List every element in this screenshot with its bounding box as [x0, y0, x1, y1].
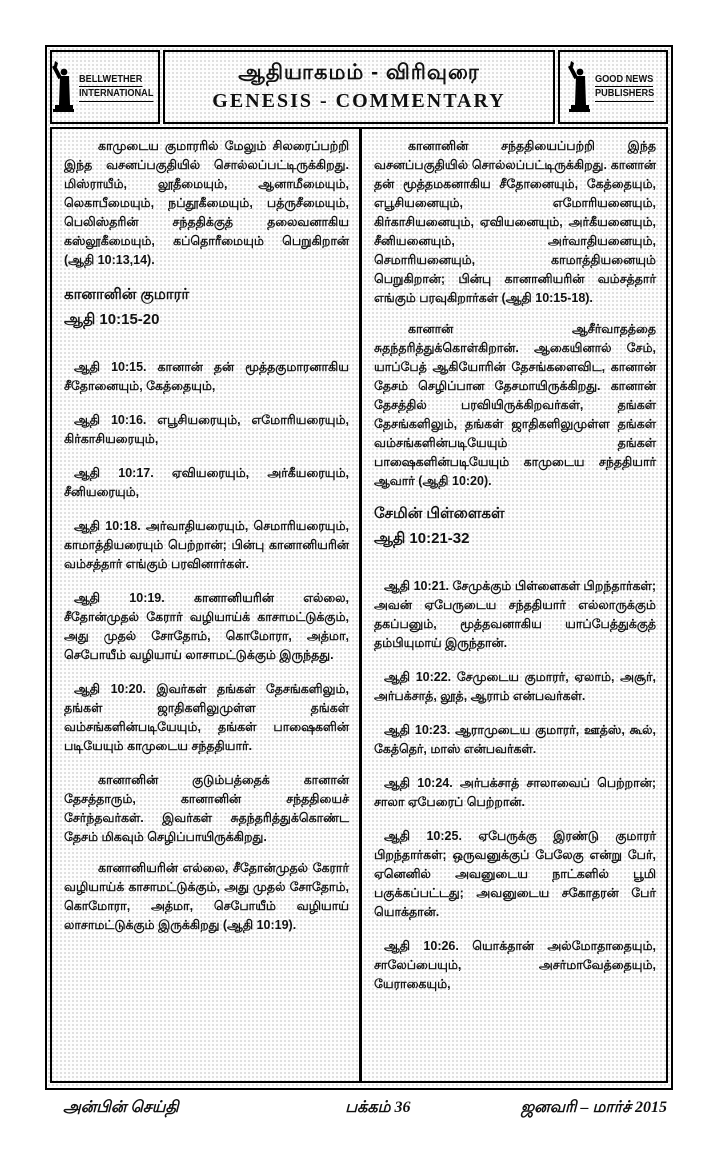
verse-paragraph: ஆதி 10:18. அர்வாதியரையும், செமாரியரையும், காமாத்தியரையும் பெற்றான்; பின்பு கானானியரின் வம்சத்தார் எங்கும் பரவினார்கள்.	[64, 518, 349, 571]
section-heading: சேமின் பிள்ளைகள்	[374, 505, 505, 522]
left-column	[52, 129, 359, 1081]
verse-range-heading: ஆதி 10:21-32	[374, 529, 470, 547]
verse-paragraph: ஆதி 10:23. ஆராமுடைய குமாரர், ஊத்ஸ், கூல், கேத்தெர், மாஸ் என்பவர்கள்.	[374, 722, 656, 756]
statue-icon	[51, 61, 75, 113]
verse-paragraph: ஆதி 10:26. யொக்தான் அல்மோதாதையும், சாலேப்பையும், அசர்மாவேத்தையும், யேராகையும்,	[374, 938, 656, 991]
verse-paragraph: ஆதி 10:25. ஏபேருக்கு இரண்டு குமாரர் பிறந்தார்கள்; ஒருவனுக்குப் பேலேகு என்று பேர், ஏனெனில் அவனுடைய நாட்களில் பூமி பகுக்கப்பட்டது; அவனுடைய சகோதரன் பேர் யொக்தான்.	[374, 828, 656, 919]
commentary-paragraph: கானானின் குடும்பத்தைக் கானான் தேசத்தாரும், கானானின் சந்ததியைச் சேர்ந்தவர்கள். இவர்கள் சுதந்தரித்துக்கொண்ட தேசம் மிகவும் செழிப்பாயிருக்கிறது.	[64, 772, 349, 844]
verse-paragraph: ஆதி 10:21. சேமுக்கும் பிள்ளைகள் பிறந்தார்கள்; அவன் ஏபேருடைய சந்ததியார் எல்லாருக்கும் தகப்பனும், மூத்தவனாகிய யாப்பேத்துக்குத் தம்பியுமாய் இருந்தான்.	[374, 578, 656, 650]
commentary-body	[50, 127, 668, 1083]
page-title-tamil: ஆதியாகமம் - விரிவுரை	[238, 61, 480, 84]
page-title-english: GENESIS - COMMENTARY	[212, 90, 506, 112]
page-number: பக்கம் 36	[345, 1099, 411, 1116]
paragraph: காமுடைய குமாரரில் மேலும் சிலரைப்பற்றி இந்த வசனப்பகுதியில் சொல்லப்பட்டிருக்கிறது. மிஸ்ராயீம், லூதீமையும், ஆனாமீமையும், லெகாபீமையும், நப்தூகீமையும், பத்ருசீமையும், பெலிஸ்தரின் சந்ததிக்குத் தலைவனாகிய கஸ்லூகீமையும், கப்தொரீமையும் பெறுகிறான் (ஆதி 10:13,14).	[64, 139, 349, 267]
verse-paragraph: ஆதி 10:24. அர்பக்சாத் சாலாவைப் பெற்றான்; சாலா ஏபேரைப் பெற்றான்.	[374, 775, 656, 809]
commentary-paragraph: கானானியரின் எல்லை, சீதோன்முதல் கேரார் வழியாய்க் காசாமட்டுக்கும், அது முதல் சோதோம், கொமோரா, அத்மா, செபோயீம் வழியாய் லாசாமட்டுக்கும் இருக்கிறது (ஆதி 10:19).	[64, 860, 349, 932]
verse-range-heading: ஆதி 10:15-20	[64, 310, 160, 328]
verse-paragraph: ஆதி 10:20. இவர்கள் தங்கள் தேசங்களிலும், தங்கள் ஜாதிகளிலுமுள்ள தங்கள் வம்சங்களின்படியேயும், தங்கள் பாஷைகளின் படியேயும் காமுடைய சந்ததியார்.	[64, 681, 349, 753]
page-frame	[45, 45, 673, 1090]
commentary-paragraph: கானான் ஆசீர்வாதத்தை சுதந்தரித்துக்கொள்கிறான். ஆகையினால் சேம், யாப்பேத் ஆகியோரின் தேசங்களைவிட, கானான் தேசம் செழிப்பான தேசமாயிருக்கிறது. கானான் தேசத்தில் பரவியிருக்கிறவர்கள், தங்கள் தேசங்களிலும், தங்கள் ஜாதிகளிலுமுள்ள தங்கள் வம்சங்களின்படியேயும் தங்கள் பாஷைகளின்படியேயும் காமுடைய சந்ததியார் ஆவார் (ஆதி 10:20).	[374, 322, 656, 488]
title-box	[163, 50, 555, 124]
page-header	[50, 50, 668, 124]
page-footer	[45, 1098, 673, 1118]
commentary-paragraph: கானானின் சந்ததியைப்பற்றி இந்த வசனப்பகுதியில் சொல்லப்பட்டிருக்கிறது. கானான் தன் மூத்தமகனாகிய சீதோனையும், கேத்தையும், எபூசியனையும், எமோரியனையும், கிர்காசியனையும், ஏவியனையும், அர்கீயனையும், சீனியனையும், அர்வாதியனையும், செமாரியனையும், காமாத்தியனையும் பெறுகிறான்; பின்பு கானானியரின் வம்சத்தார் எங்கும் பரவுகிறார்கள் (ஆதி 10:15-18).	[374, 139, 656, 305]
verse-paragraph: ஆதி 10:19. கானானியரின் எல்லை, சீதோன்முதல் கேரார் வழியாய்க் காசாமட்டுக்கும், அது முதல் சோதோம், கொமோரா, அத்மா, செபோயீம் வழியாய் லாசாமட்டுக்கும் இருந்தது.	[64, 590, 349, 662]
goodnews-logo-line1: GOOD NEWS	[595, 73, 653, 88]
bellwether-logo-line2: INTERNATIONAL	[79, 87, 153, 102]
verse-paragraph: ஆதி 10:17. ஏவியரையும், அர்கீயரையும், சீனியரையும்,	[64, 465, 349, 499]
right-column	[359, 129, 666, 1081]
bellwether-logo-line1: BELLWETHER	[79, 73, 142, 88]
verse-paragraph: ஆதி 10:22. சேமுடைய குமாரர், ஏலாம், அசூர், அர்பக்சாத், லூத், ஆராம் என்பவர்கள்.	[374, 669, 656, 703]
verse-paragraph: ஆதி 10:16. எபூசியரையும், எமோரியரையும், கிர்காசியரையும்,	[64, 412, 349, 446]
statue-icon	[567, 61, 591, 113]
magazine-title: அன்பின் செய்தி	[63, 1099, 179, 1116]
goodnews-logo-line2: PUBLISHERS	[595, 87, 654, 102]
issue-date: ஜனவரி – மார்ச் 2015	[520, 1099, 667, 1116]
verse-paragraph: ஆதி 10:15. கானான் தன் மூத்தகுமாரனாகிய சீதோனையும், கேத்தையும்,	[64, 359, 349, 393]
bellwether-logo	[50, 50, 160, 124]
section-heading: கானானின் குமாரர்	[64, 286, 190, 303]
goodnews-logo	[558, 50, 668, 124]
